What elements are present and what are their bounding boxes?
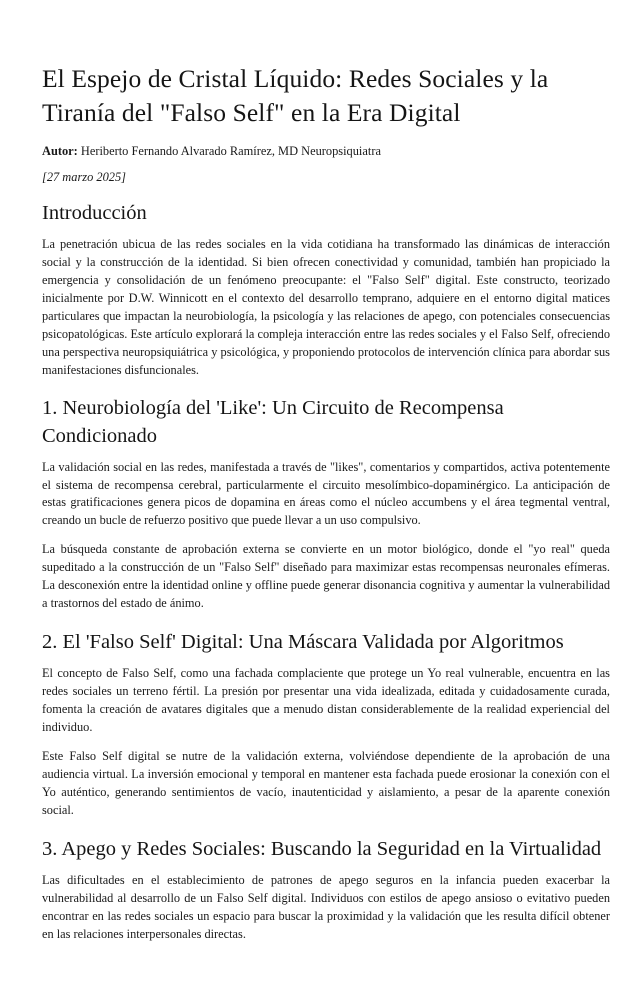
section-apego-y-redes-sociales [42,836,610,944]
section-paragraph: La búsqueda constante de aprobación externa se convierte en un motor biológico, donde el "yo real" queda supeditado a la construcción de un "Falso Self" diseñado para maximizar estas recompensas neuronales efímeras. La desconexión entre la identidad online y offline puede generar disonancia cognitiva y aumentar la vulnerabilidad a trastornos del estado de ánimo. [42,542,610,611]
section-heading: 1. Neurobiología del 'Like': Un Circuito de Recompensa Condicionado [42,397,504,447]
section-paragraph: La penetración ubicua de las redes sociales en la vida cotidiana ha transformado las dinámicas de interacción social y la construcción de la identidad. Si bien ofrecen conectividad y comunidad, también han propiciado la emergencia y consolidación de un fenómeno preocupante: el "Falso Self" digital. Este constructo, teorizado inicialmente por D.W. Winnicott en el contexto del desarrollo temprano, adquiere en el entorno digital matices particulares que impactan la neurobiología, la psicología y las relaciones de apego, con potenciales consecuencias psicopatológicas. Este artículo explorará la compleja interacción entre las redes sociales y el Falso Self, ofreciendo una perspectiva neuropsiquiátrica y psicológica, y proponiendo protocolos de intervención clínica para abordar sus manifestaciones disfuncionales. [42,236,610,377]
publication-date: [27 marzo 2025] [42,170,126,185]
section-paragraph: Las dificultades en el establecimiento de patrones de apego seguros en la infancia pueden exacerbar la vulnerabilidad al desarrollo de un Falso Self digital. Individuos con estilos de apego ansioso o evitativo pueden encontrar en las redes sociales un espacio para buscar la proximidad y la validación que les resulta difícil obtener en las relaciones interpersonales directas. [42,872,610,941]
section-falso-self-digital [42,629,610,820]
section-paragraph: Este Falso Self digital se nutre de la validación externa, volviéndose dependiente de la aprobación de una audiencia virtual. La inversión emocional y temporal en mantener esta fachada puede erosionar la conexión con el Yo auténtico, generando sentimientos de vacío, inautenticidad y aislamiento, a pesar de la aparente conexión social. [42,749,610,817]
section-heading: 2. El 'Falso Self' Digital: Una Máscara Validada por Algoritmos [42,631,564,654]
section-introduccion [42,200,610,380]
author-name: Heriberto Fernando Alvarado Ramírez, MD Neuropsiquiatra [80,144,381,159]
section-heading: Introducción [42,201,147,224]
page-title: El Espejo de Cristal Líquido: Redes Sociales y la Tiranía del "Falso Self" en la Era Digital [42,64,549,128]
section-heading: 3. Apego y Redes Sociales: Buscando la Seguridad en la Virtualidad [42,837,602,860]
section-neurobiologia-del-like [42,395,610,613]
author-line [42,143,610,160]
section-paragraph: El concepto de Falso Self, como una fachada complaciente que protege un Yo real vulnerable, encuentra en las redes sociales un terreno fértil. La presión por presentar una vida idealizada, editada y cuidadosamente curada, fomenta la creación de avatares digitales que a menudo distan considerablemente de la realidad experiencial del individuo. [42,666,610,735]
section-paragraph: La validación social en las redes, manifestada a través de "likes", comentarios y compartidos, activa potentemente el sistema de recompensa cerebral, particularmente el circuito mesolímbico-dopaminérgico. La anticipación de estas gratificaciones genera picos de dopamina en áreas como el núcleo accumbens y el área tegmental ventral, creando un bucle de refuerzo positivo que puede llevar a un uso compulsivo. [42,459,610,528]
author-label: Autor: [42,144,78,159]
